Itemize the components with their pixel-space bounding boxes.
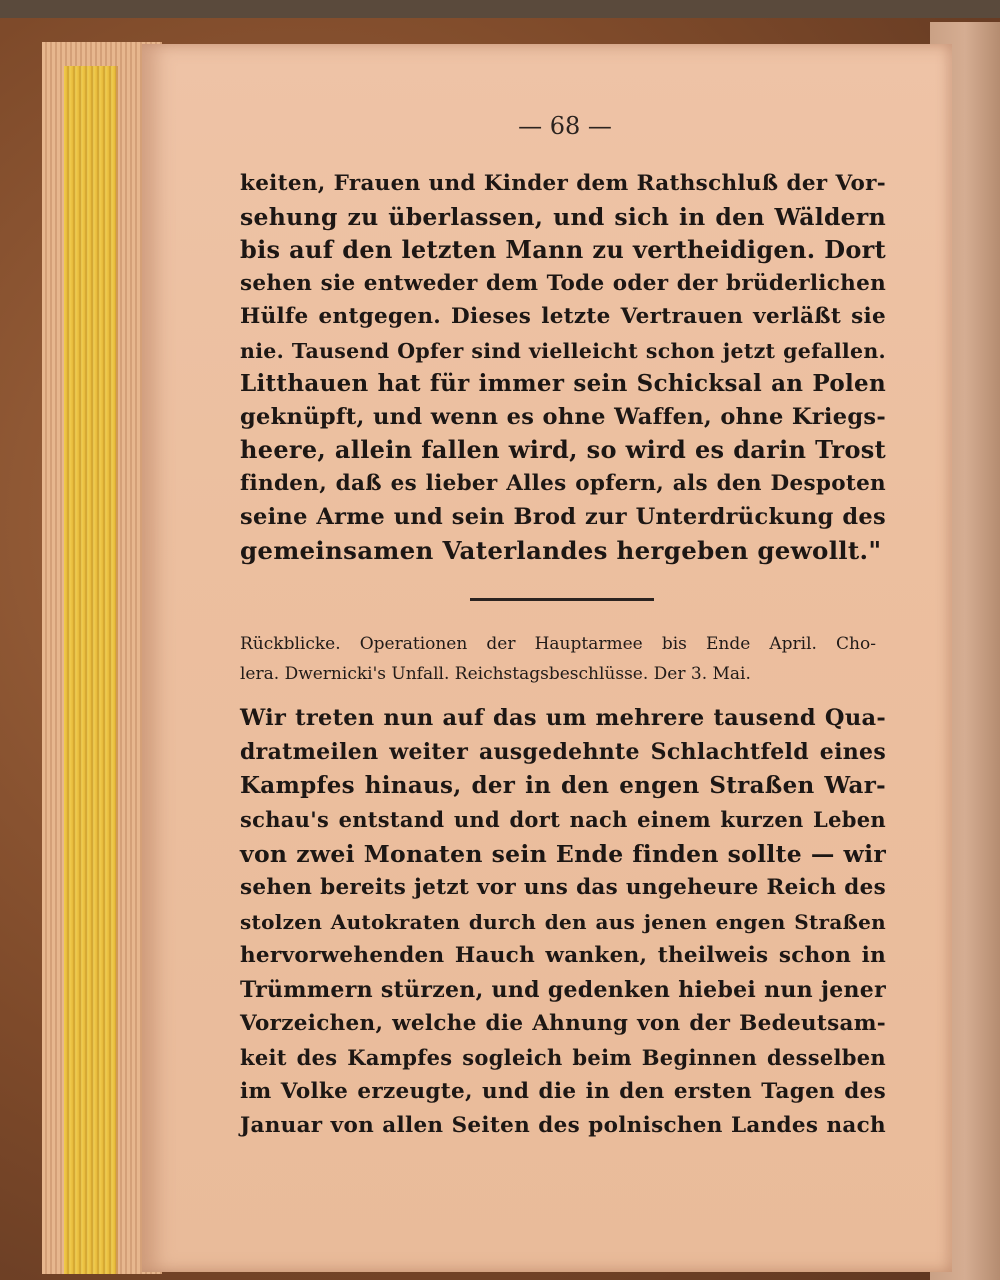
text-line: Trümmern stürzen, und gedenken hiebei nun jener: [240, 977, 886, 1003]
text-line: Kampfes hinaus, der in den engen Straßen War-: [240, 772, 886, 799]
text-line: dratmeilen weiter ausgedehnte Schlachtfeld eines: [240, 739, 886, 765]
text-line: Hülfe entgegen. Dieses letzte Vertrauen verläßt sie: [240, 304, 886, 329]
section-divider: [470, 598, 654, 601]
text-line: Januar von allen Seiten des polnischen Landes nach: [240, 1113, 886, 1138]
text-line: Litthauen hat für immer sein Schicksal an Polen: [240, 370, 886, 397]
text-line: nie. Tausend Opfer sind vielleicht schon jetzt gefallen.: [240, 339, 886, 363]
text-line: schau's entstand und dort nach einem kurzen Leben: [240, 807, 886, 832]
text-line: finden, daß es lieber Alles opfern, als den Despoten: [240, 471, 886, 496]
text-line: von zwei Monaten sein Ende finden sollte — wir: [240, 840, 886, 868]
text-line: geknüpft, und wenn es ohne Waffen, ohne Kriegs-: [240, 404, 886, 430]
text-line: sehung zu überlassen, und sich in den Wäldern: [240, 203, 886, 231]
text-line: im Volke erzeugte, und die in den ersten Tagen des: [240, 1079, 886, 1104]
text-line: seine Arme und sein Brod zur Unterdrückung des: [240, 504, 886, 530]
page-number-text: — 68 —: [518, 112, 612, 140]
text-line: heere, allein fallen wird, so wird es darin Trost: [240, 435, 886, 464]
text-line: keiten, Frauen und Kinder dem Rathschluß der Vor-: [240, 171, 886, 196]
text-line: sehen sie entweder dem Tode oder der brüderlichen: [240, 271, 886, 296]
summary-line: lera. Dwernicki's Unfall. Reichstagsbeschlüsse. Der 3. Mai.: [240, 664, 751, 684]
text-line: gemeinsamen Vaterlandes hergeben gewollt.": [240, 536, 882, 565]
text-line: sehen bereits jetzt vor uns das ungeheure Reich des: [240, 875, 886, 900]
text-line: keit des Kampfes sogleich beim Beginnen desselben: [240, 1045, 886, 1070]
text-line: Vorzeichen, welche die Ahnung von der Bedeutsam-: [240, 1011, 886, 1036]
text-line: hervorwehenden Hauch wanken, theilweis schon in: [240, 943, 886, 968]
summary-line: Rückblicke. Operationen der Hauptarmee bis Ende April. Cho-: [240, 634, 876, 654]
page-number: [0, 112, 1000, 140]
text-line: bis auf den letzten Mann zu vertheidigen. Dort: [240, 235, 886, 264]
text-line: Wir treten nun auf das um mehrere tausend Qua-: [240, 705, 886, 731]
gilt-page-edges: [64, 66, 118, 1274]
text-line: stolzen Autokraten durch den aus jenen engen Straßen: [240, 910, 886, 934]
